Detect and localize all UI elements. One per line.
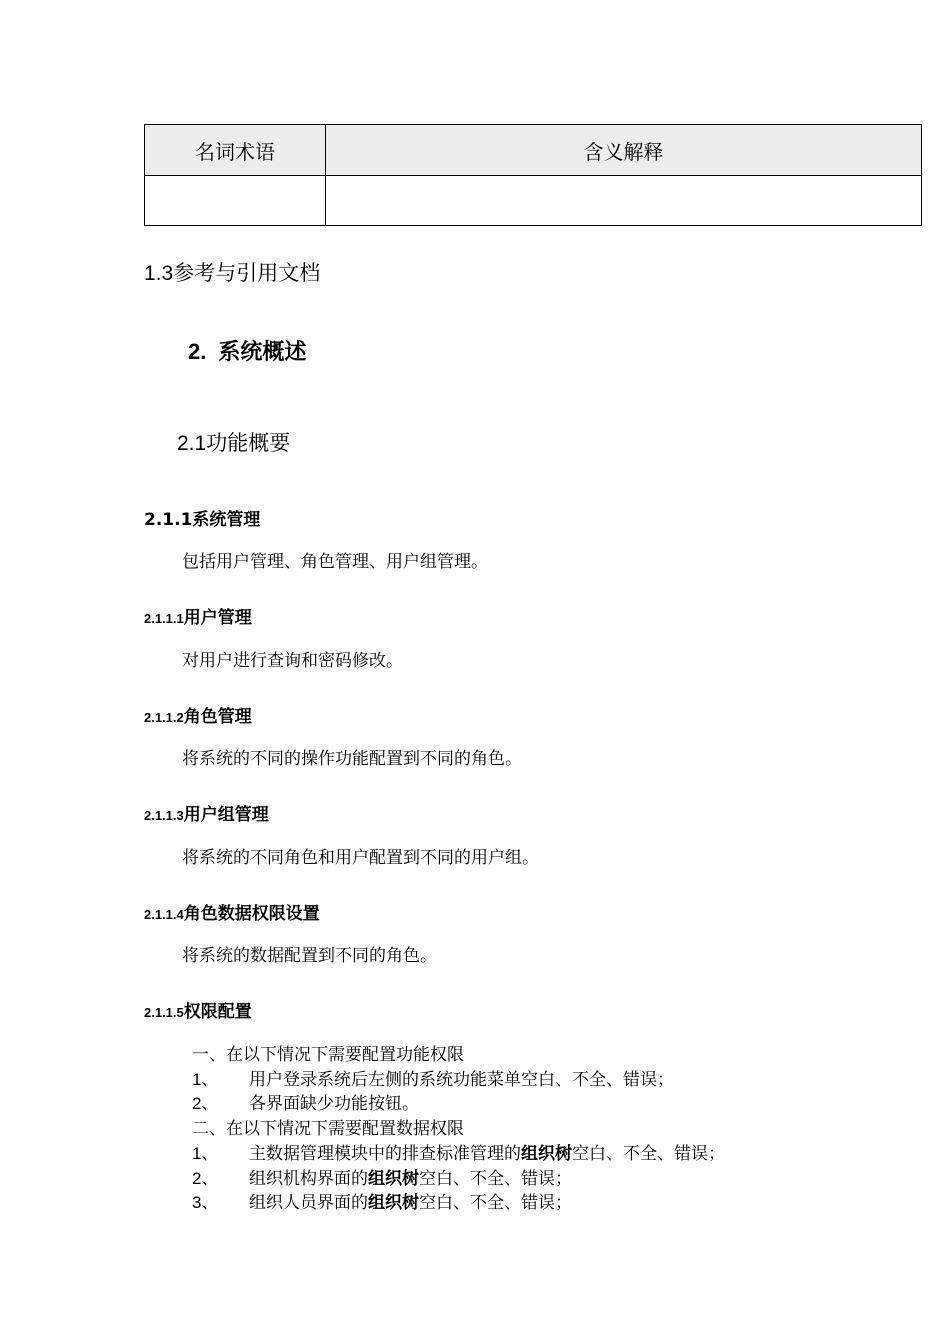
heading-title: 权限配置 — [183, 1002, 252, 1022]
heading-title: 功能概要 — [206, 431, 291, 455]
keyword-org-tree: 组织树 — [521, 1144, 572, 1164]
heading-2 — [188, 335, 306, 366]
list-index: 3、 — [192, 1193, 219, 1212]
list-index: 2、 — [192, 1094, 219, 1113]
text-post: 空白、不全、错误； — [419, 1169, 572, 1189]
heading-title: 系统管理 — [192, 510, 261, 530]
list-index: 1、 — [192, 1070, 219, 1089]
paragraph-2-1-1-4: 将系统的数据配置到不同的角色。 — [182, 946, 437, 966]
list-text: 用户登录系统后左侧的系统功能菜单空白、不全、错误； — [249, 1070, 674, 1090]
list-index: 2、 — [192, 1169, 219, 1188]
intro-data-permission: 二、在以下情况下需要配置数据权限 — [192, 1119, 464, 1139]
text-pre: 组织人员界面的 — [249, 1193, 368, 1213]
heading-number: 2. — [188, 339, 207, 364]
paragraph-2-1-1-2: 将系统的不同的操作功能配置到不同的角色。 — [182, 749, 522, 769]
heading-2-1-1-4 — [144, 899, 320, 924]
heading-2-1-1-1 — [144, 603, 252, 628]
heading-2-1-1-5 — [144, 997, 252, 1022]
table-header-row — [145, 125, 922, 176]
heading-2-1-1-2 — [144, 702, 252, 727]
intro-function-permission: 一、在以下情况下需要配置功能权限 — [192, 1045, 464, 1065]
text-pre: 主数据管理模块中的排查标准管理的 — [249, 1144, 521, 1164]
heading-1-3 — [144, 257, 320, 287]
list-text — [249, 1188, 572, 1213]
heading-number: 2.1 — [177, 432, 207, 455]
keyword-org-tree: 组织树 — [368, 1193, 419, 1213]
text-post: 空白、不全、错误； — [572, 1144, 725, 1164]
text-post: 空白、不全、错误； — [419, 1193, 572, 1213]
heading-title: 参考与引用文档 — [173, 261, 321, 285]
heading-title: 角色管理 — [183, 707, 252, 727]
header-meaning: 含义解释 — [326, 125, 922, 176]
terms-table — [144, 124, 922, 226]
list-index: 1、 — [192, 1144, 219, 1163]
list-text — [249, 1139, 725, 1164]
heading-number: 2.1.1.3 — [144, 808, 184, 823]
list-text: 各界面缺少功能按钮。 — [249, 1094, 419, 1114]
header-term: 名词术语 — [145, 125, 326, 176]
cell-meaning — [326, 176, 922, 226]
text-pre: 组织机构界面的 — [249, 1169, 368, 1189]
heading-title: 用户管理 — [183, 608, 252, 628]
paragraph-2-1-1-1: 对用户进行查询和密码修改。 — [182, 651, 403, 671]
heading-title: 系统概述 — [218, 340, 307, 365]
heading-title: 角色数据权限设置 — [183, 904, 320, 924]
heading-number: 2.1.1.2 — [144, 710, 184, 725]
heading-title: 用户组管理 — [183, 805, 269, 825]
heading-2-1 — [177, 427, 290, 457]
heading-2-1-1 — [144, 505, 260, 530]
table-row — [145, 176, 922, 226]
heading-number: 2.1.1.5 — [144, 1005, 184, 1020]
heading-number: 2.1.1.1 — [144, 611, 184, 626]
heading-number: 1.3 — [144, 262, 174, 285]
heading-number: 2.1.1 — [144, 510, 193, 530]
list-text — [249, 1164, 572, 1189]
cell-term — [145, 176, 326, 226]
heading-2-1-1-3 — [144, 800, 269, 825]
heading-number: 2.1.1.4 — [144, 907, 184, 922]
keyword-org-tree: 组织树 — [368, 1169, 419, 1189]
paragraph-2-1-1: 包括用户管理、角色管理、用户组管理。 — [182, 552, 488, 572]
paragraph-2-1-1-3: 将系统的不同角色和用户配置到不同的用户组。 — [182, 848, 539, 868]
